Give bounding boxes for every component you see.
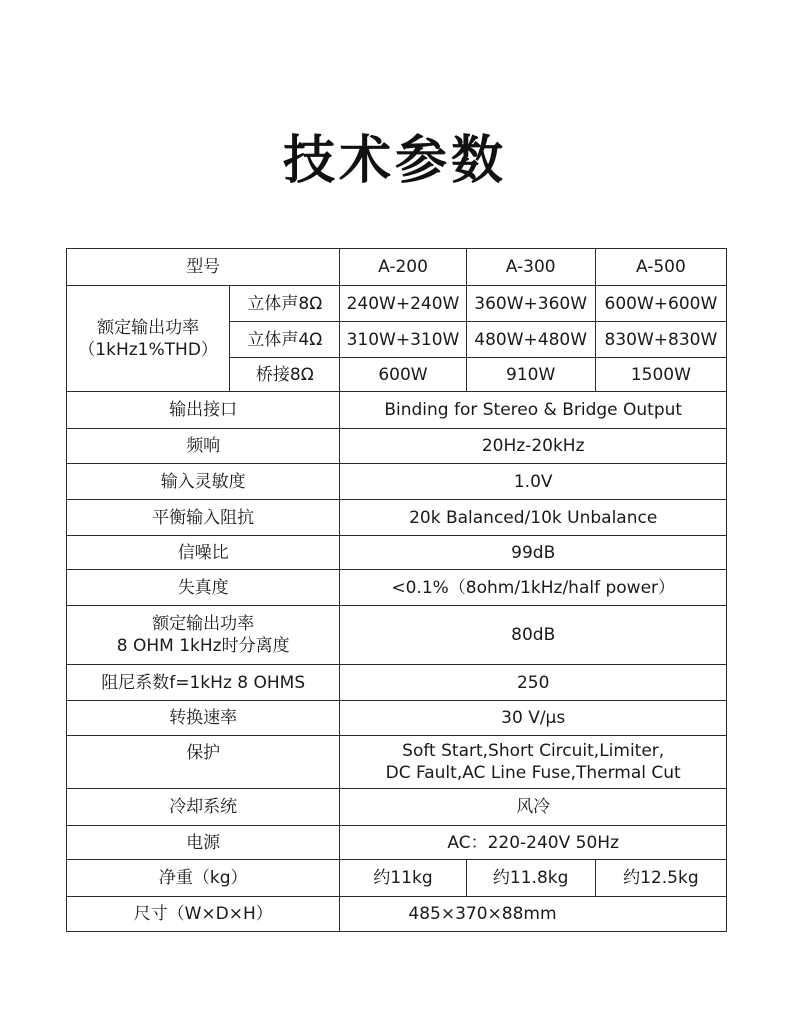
spec-value: 20Hz-20kHz <box>340 429 727 464</box>
model-header-label: 型号 <box>67 249 340 286</box>
table-row <box>67 665 727 701</box>
power-value: 600W+600W <box>595 286 726 322</box>
load-label: 桥接8Ω <box>230 358 340 392</box>
spec-value: 250 <box>340 665 727 701</box>
spec-table <box>66 248 727 932</box>
spec-value: 20k Balanced/10k Unbalance <box>340 500 727 536</box>
spec-value: 485×370×88mm <box>340 897 727 932</box>
table-row <box>67 897 727 932</box>
table-row <box>67 249 727 286</box>
load-label: 立体声4Ω <box>230 322 340 358</box>
spec-label: 输入灵敏度 <box>67 464 340 500</box>
weight-value: 约12.5kg <box>595 860 726 897</box>
weight-value: 约11kg <box>340 860 466 897</box>
spec-label: 额定输出功率 8 OHM 1kHz时分离度 <box>67 606 340 665</box>
power-value: 830W+830W <box>595 322 726 358</box>
spec-value: Binding for Stereo & Bridge Output <box>340 392 727 429</box>
spec-value: 99dB <box>340 536 727 570</box>
spec-label: 信噪比 <box>67 536 340 570</box>
model-a500: A-500 <box>595 249 726 286</box>
power-value: 1500W <box>595 358 726 392</box>
power-value: 310W+310W <box>340 322 466 358</box>
table-row <box>67 826 727 860</box>
spec-label: 保护 <box>67 736 340 789</box>
table-row <box>67 500 727 536</box>
table-row <box>67 606 727 665</box>
spec-label: 净重（kg） <box>67 860 340 897</box>
table-row <box>67 570 727 606</box>
table-row <box>67 392 727 429</box>
weight-value: 约11.8kg <box>466 860 595 897</box>
model-a200: A-200 <box>340 249 466 286</box>
power-value: 240W+240W <box>340 286 466 322</box>
table-row <box>67 464 727 500</box>
spec-value: 80dB <box>340 606 727 665</box>
spec-label: 频响 <box>67 429 340 464</box>
power-value: 910W <box>466 358 595 392</box>
table-row <box>67 286 727 322</box>
spec-value: 1.0V <box>340 464 727 500</box>
power-value: 600W <box>340 358 466 392</box>
spec-label: 平衡输入阻抗 <box>67 500 340 536</box>
spec-label: 输出接口 <box>67 392 340 429</box>
load-label: 立体声8Ω <box>230 286 340 322</box>
table-row <box>67 789 727 826</box>
power-value: 360W+360W <box>466 286 595 322</box>
table-row <box>67 536 727 570</box>
page-title: 技术参数 <box>282 131 507 191</box>
spec-label: 电源 <box>67 826 340 860</box>
spec-label: 尺寸（W×D×H） <box>67 897 340 932</box>
table-row <box>67 429 727 464</box>
spec-label: 冷却系统 <box>67 789 340 826</box>
spec-value: 30 V/μs <box>340 701 727 736</box>
spec-label: 转换速率 <box>67 701 340 736</box>
rated-power-label: 额定输出功率 （1kHz1%THD） <box>67 286 230 392</box>
spec-value: AC：220-240V 50Hz <box>340 826 727 860</box>
table-row <box>67 736 727 789</box>
spec-value: 风冷 <box>340 789 727 826</box>
spec-label: 阻尼系数f=1kHz 8 OHMS <box>67 665 340 701</box>
spec-value: <0.1%（8ohm/1kHz/half power） <box>340 570 727 606</box>
spec-label: 失真度 <box>67 570 340 606</box>
spec-value: Soft Start,Short Circuit,Limiter, DC Fault,AC Line Fuse,Thermal Cut <box>340 736 727 789</box>
model-a300: A-300 <box>466 249 595 286</box>
power-value: 480W+480W <box>466 322 595 358</box>
table-row <box>67 701 727 736</box>
table-row <box>67 860 727 897</box>
